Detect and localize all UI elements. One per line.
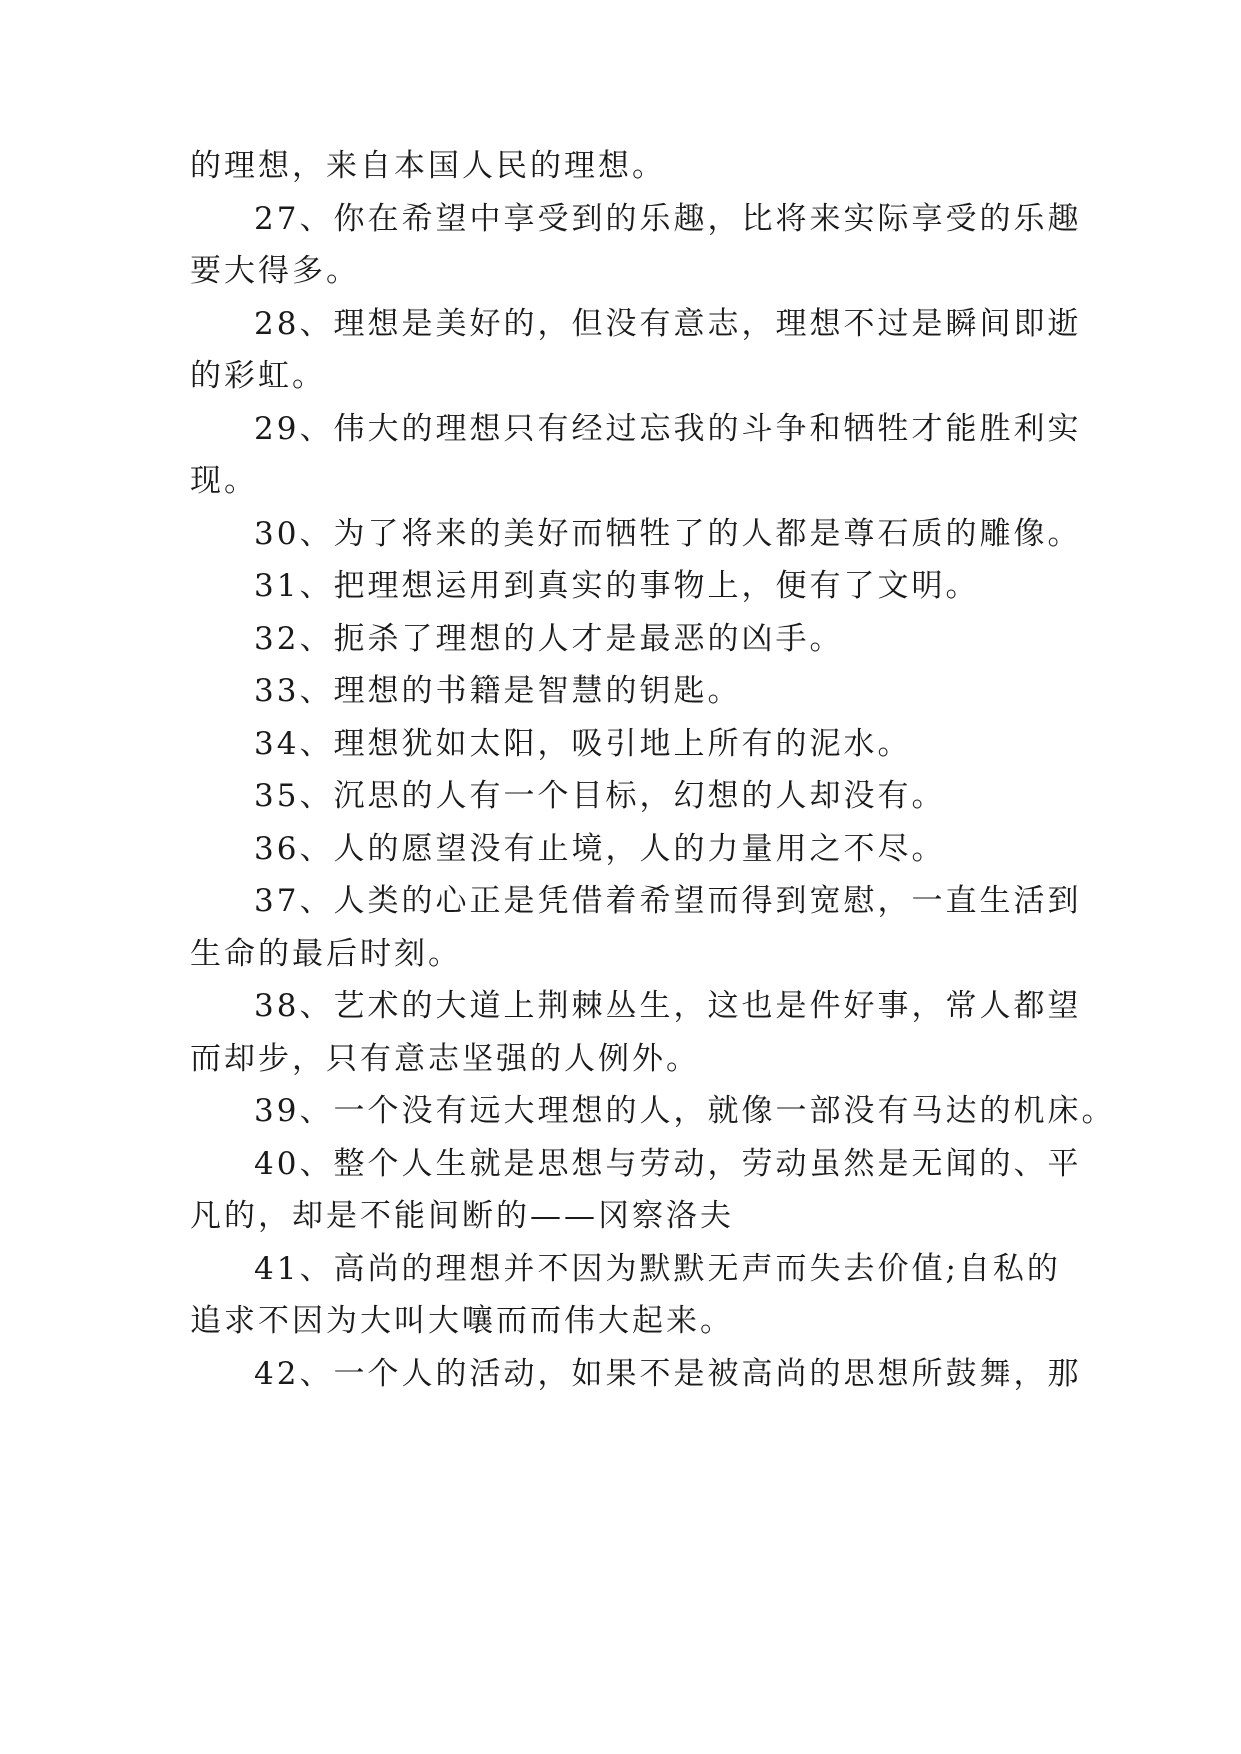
paragraph-line: 生命的最后时刻。 [190, 936, 462, 972]
paragraph-line: 而却步，只有意志坚强的人例外。 [190, 1041, 700, 1077]
paragraph-line: 要大得多。 [190, 253, 360, 289]
paragraph-line: 的彩虹。 [190, 358, 326, 394]
paragraph-first-line: 32、扼杀了理想的人才是最恶的凶手。 [254, 621, 844, 657]
paragraph-first-line: 42、一个人的活动，如果不是被高尚的思想所鼓舞，那 [254, 1356, 1082, 1392]
paragraph-first-line: 34、理想犹如太阳，吸引地上所有的泥水。 [254, 726, 912, 762]
paragraph-first-line: 29、伟大的理想只有经过忘我的斗争和牺牲才能胜利实 [254, 411, 1082, 447]
paragraph-first-line: 31、把理想运用到真实的事物上，便有了文明。 [254, 568, 980, 604]
paragraph-first-line: 33、理想的书籍是智慧的钥匙。 [254, 673, 742, 709]
paragraph-first-line: 27、你在希望中享受到的乐趣，比将来实际享受的乐趣 [254, 201, 1082, 237]
paragraph-first-line: 37、人类的心正是凭借着希望而得到宽慰，一直生活到 [254, 883, 1082, 919]
paragraph-first-line: 39、一个没有远大理想的人，就像一部没有马达的机床。 [254, 1093, 1116, 1129]
paragraph-line: 现。 [190, 463, 258, 499]
paragraph-line: 凡的，却是不能间断的——冈察洛夫 [190, 1198, 734, 1234]
paragraph-first-line: 41、高尚的理想并不因为默默无声而失去价值;自私的 [254, 1251, 1061, 1287]
paragraph-first-line: 30、为了将来的美好而牺牲了的人都是尊石质的雕像。 [254, 516, 1082, 552]
paragraph-first-line: 28、理想是美好的，但没有意志，理想不过是瞬间即逝 [254, 306, 1082, 342]
paragraph-line: 追求不因为大叫大嚷而而伟大起来。 [190, 1303, 734, 1339]
paragraph-first-line: 38、艺术的大道上荆棘丛生，这也是件好事，常人都望 [254, 988, 1082, 1024]
paragraph-first-line: 36、人的愿望没有止境，人的力量用之不尽。 [254, 831, 946, 867]
paragraph-first-line: 35、沉思的人有一个目标，幻想的人却没有。 [254, 778, 946, 814]
paragraph-first-line: 40、整个人生就是思想与劳动，劳动虽然是无闻的、平 [254, 1146, 1082, 1182]
paragraph-line: 的理想，来自本国人民的理想。 [190, 148, 666, 184]
